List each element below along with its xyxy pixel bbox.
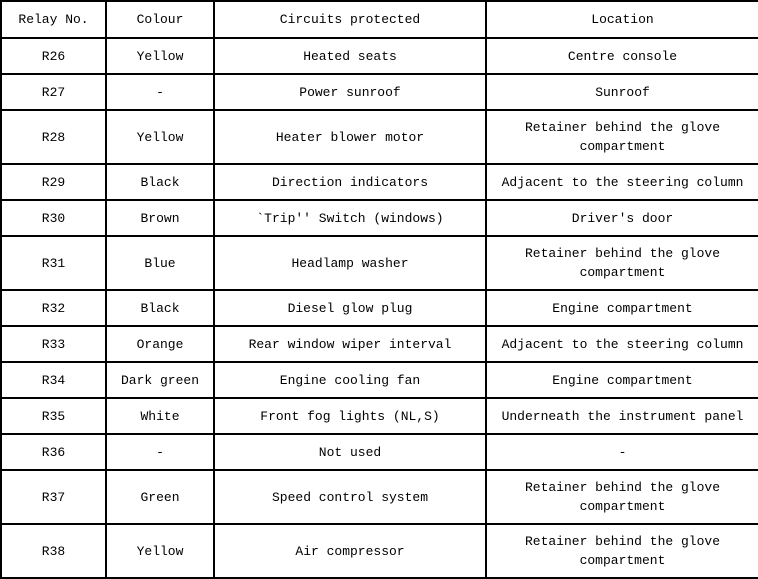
cell-colour: Dark green <box>106 362 214 398</box>
cell-relay-no: R35 <box>1 398 106 434</box>
cell-circuits-protected: Direction indicators <box>214 164 486 200</box>
cell-relay-no: R29 <box>1 164 106 200</box>
table-row <box>1 362 758 398</box>
cell-location: Retainer behind the glove compartment <box>486 236 758 290</box>
cell-location: Centre console <box>486 38 758 74</box>
cell-location: Retainer behind the glove compartment <box>486 110 758 164</box>
header-row <box>1 1 758 38</box>
table-row <box>1 38 758 74</box>
cell-colour: Yellow <box>106 38 214 74</box>
header-location: Location <box>486 1 758 38</box>
cell-colour: Brown <box>106 200 214 236</box>
cell-circuits-protected: Heated seats <box>214 38 486 74</box>
cell-circuits-protected: Power sunroof <box>214 74 486 110</box>
cell-circuits-protected: Engine cooling fan <box>214 362 486 398</box>
cell-colour: White <box>106 398 214 434</box>
cell-circuits-protected: Heater blower motor <box>214 110 486 164</box>
cell-location: Retainer behind the glove compartment <box>486 524 758 578</box>
cell-colour: Yellow <box>106 110 214 164</box>
cell-location: Sunroof <box>486 74 758 110</box>
cell-relay-no: R38 <box>1 524 106 578</box>
table-body <box>1 38 758 578</box>
header-colour: Colour <box>106 1 214 38</box>
cell-colour: Yellow <box>106 524 214 578</box>
cell-location: Adjacent to the steering column <box>486 326 758 362</box>
cell-circuits-protected: Headlamp washer <box>214 236 486 290</box>
table-row <box>1 524 758 578</box>
cell-location: Retainer behind the glove compartment <box>486 470 758 524</box>
table-row <box>1 200 758 236</box>
cell-relay-no: R26 <box>1 38 106 74</box>
table-row <box>1 470 758 524</box>
cell-relay-no: R28 <box>1 110 106 164</box>
table-row <box>1 164 758 200</box>
table-row <box>1 74 758 110</box>
table-header <box>1 1 758 38</box>
cell-circuits-protected: Speed control system <box>214 470 486 524</box>
cell-relay-no: R32 <box>1 290 106 326</box>
table-row <box>1 434 758 470</box>
table-row <box>1 236 758 290</box>
cell-circuits-protected: Front fog lights (NL,S) <box>214 398 486 434</box>
cell-colour: Orange <box>106 326 214 362</box>
table-row <box>1 290 758 326</box>
header-relay-no: Relay No. <box>1 1 106 38</box>
cell-circuits-protected: Air compressor <box>214 524 486 578</box>
table-row <box>1 326 758 362</box>
cell-location: Adjacent to the steering column <box>486 164 758 200</box>
header-circuits: Circuits protected <box>214 1 486 38</box>
cell-circuits-protected: Not used <box>214 434 486 470</box>
cell-location: Engine compartment <box>486 362 758 398</box>
cell-relay-no: R34 <box>1 362 106 398</box>
cell-circuits-protected: `Trip'' Switch (windows) <box>214 200 486 236</box>
cell-location: Engine compartment <box>486 290 758 326</box>
cell-colour: - <box>106 74 214 110</box>
cell-colour: Green <box>106 470 214 524</box>
cell-location: - <box>486 434 758 470</box>
cell-colour: Black <box>106 164 214 200</box>
cell-colour: - <box>106 434 214 470</box>
cell-colour: Black <box>106 290 214 326</box>
cell-relay-no: R37 <box>1 470 106 524</box>
cell-circuits-protected: Diesel glow plug <box>214 290 486 326</box>
cell-relay-no: R36 <box>1 434 106 470</box>
cell-relay-no: R31 <box>1 236 106 290</box>
cell-relay-no: R33 <box>1 326 106 362</box>
cell-circuits-protected: Rear window wiper interval <box>214 326 486 362</box>
cell-location: Driver's door <box>486 200 758 236</box>
cell-relay-no: R27 <box>1 74 106 110</box>
table-row <box>1 398 758 434</box>
cell-colour: Blue <box>106 236 214 290</box>
cell-relay-no: R30 <box>1 200 106 236</box>
table-row <box>1 110 758 164</box>
cell-location: Underneath the instrument panel <box>486 398 758 434</box>
